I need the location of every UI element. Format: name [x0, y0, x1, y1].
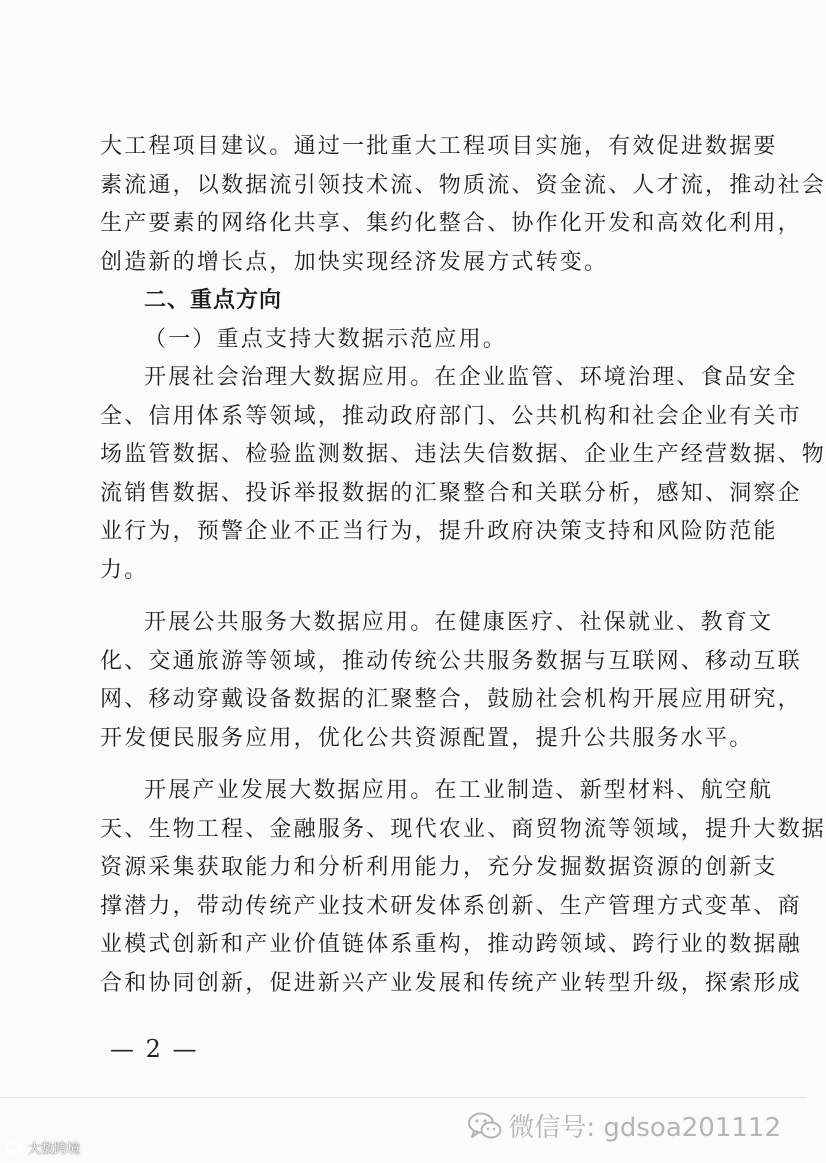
body-line: 生产要素的网络化共享、集约化整合、协作化开发和高效化利用，	[100, 211, 802, 236]
paragraph-line: 天、生物工程、金融服务、现代农业、商贸物流等领域，提升大数据	[100, 816, 826, 842]
paragraph-line: 业模式创新和产业价值链体系重构，推动跨领域、跨行业的数据融	[100, 932, 802, 957]
body-line: 素流通，以数据流引领技术流、物质流、资金流、人才流，推动社会	[100, 172, 826, 198]
section-heading: 二、重点方向	[144, 288, 283, 313]
wechat-watermark	[468, 1107, 781, 1144]
paragraph-line: 开发便民服务应用，优化公共资源配置，提升公共服务水平。	[100, 725, 754, 751]
body-line: 创造新的增长点，加快实现经济发展方式转变。	[100, 249, 609, 275]
wechat-id-text: 微信号: gdsoa201112	[508, 1113, 781, 1143]
footer-divider	[0, 1097, 807, 1098]
paragraph-line: 化、交通旅游等领域，推动传统公共服务数据与互联网、移动互联	[100, 648, 802, 674]
paragraph-line: 全、信用体系等领域，推动政府部门、公共机构和社会企业有关市	[100, 403, 802, 429]
wechat-icon	[468, 1112, 502, 1140]
subsection-heading: （一）重点支持大数据示范应用。	[144, 326, 508, 352]
paragraph-line: 力。	[100, 557, 149, 583]
paragraph-public-service	[100, 604, 802, 758]
brand-text: 大数跨境	[28, 1142, 81, 1157]
paragraph-line: 流销售数据、投诉举报数据的汇聚整合和关联分析，感知、洞察企	[100, 480, 802, 506]
paragraph-line: 资源采集获取能力和分析利用能力，充分发掘数据资源的创新支	[100, 855, 778, 880]
body-line: 大工程项目建议。通过一批重大工程项目实施，有效促进数据要	[100, 134, 778, 159]
paragraph-line: 开展产业发展大数据应用。在工业制造、新型材料、航空航	[144, 778, 774, 803]
paragraph-line: 开展社会治理大数据应用。在企业监管、环境治理、食品安全	[144, 365, 798, 390]
paragraph-industry-development	[100, 772, 826, 1003]
paragraph-line: 开展公共服务大数据应用。在健康医疗、社保就业、教育文	[144, 610, 774, 635]
paragraph-line: 场监管数据、检验监测数据、违法失信数据、企业生产经营数据、物	[100, 442, 826, 467]
paragraph-line: 网、移动穿戴设备数据的汇聚整合，鼓励社会机构开展应用研究，	[100, 687, 802, 712]
document-body	[100, 128, 826, 1003]
paragraph-line: 合和协同创新，促进新兴产业发展和传统产业转型升级，探索形成	[100, 970, 802, 996]
paragraph-line: 撑潜力，带动传统产业技术研发体系创新、生产管理方式变革、商	[100, 893, 802, 919]
chat-bubble-icon	[6, 1141, 24, 1155]
page-number: — 2 —	[110, 1035, 199, 1063]
brand-watermark	[6, 1138, 80, 1157]
paragraph-social-governance	[100, 359, 826, 590]
paragraph-line: 业行为，预警企业不正当行为，提升政府决策支持和风险防范能	[100, 519, 778, 544]
